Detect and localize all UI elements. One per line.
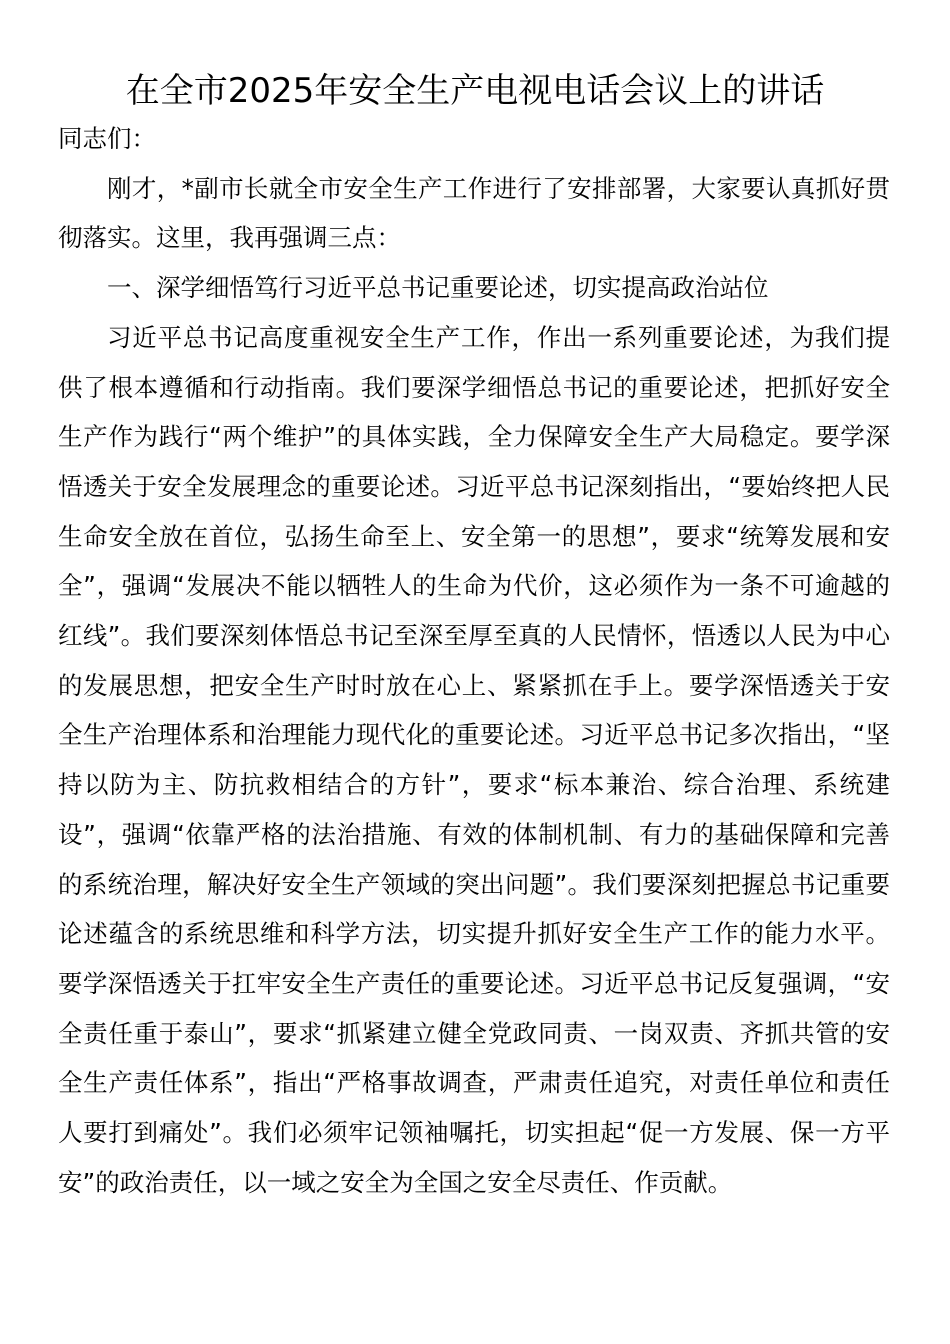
section-1-paragraph: 习近平总书记高度重视安全生产工作，作出一系列重要论述，为我们提供了根本遵循和行动指南。我们要深学细悟总书记的重要论述，把抓好安全生产作为践行“两个维护”的具体实践，全力保障安全生产大局稳定。要学深悟透关于安全发展理念的重要论述。习近平总书记深刻指出，“要始终把人民生命安全放在首位，弘扬生命至上、安全第一的思想”，要求“统筹发展和安全”，强调“发展决不能以牺牲人的生命为代价，这必须作为一条不可逾越的红线”。我们要深刻体悟总书记至深至厚至真的人民情怀，悟透以人民为中心的发展思想，把安全生产时时放在心上、紧紧抓在手上。要学深悟透关于安全生产治理体系和治理能力现代化的重要论述。习近平总书记多次指出，“坚持以防为主、防抗救相结合的方针”，要求“标本兼治、综合治理、系统建设”，强调“依靠严格的法治措施、有效的体制机制、有力的基础保障和完善的系统治理，解决好安全生产领域的突出问题”。我们要深刻把握总书记重要论述蕴含的系统思维和科学方法，切实提升抓好安全生产工作的能力水平。要学深悟透关于扛牢安全生产责任的重要论述。习近平总书记反复强调，“安全责任重于泰山”，要求“抓紧建立健全党政同责、一岗双责、齐抓共管的安全生产责任体系”，指出“严格事故调查，严肃责任追究，对责任单位和责任人要打到痛处”。我们必须牢记领袖嘱托，切实担起“促一方发展、保一方平安”的政治责任，以一域之安全为全国之安全尽责任、作贡献。 (58, 322, 890, 1197)
intro-paragraph: 刚才，*副市长就全市安全生产工作进行了安排部署，大家要认真抓好贯彻落实。这里，我再强调三点： (58, 173, 890, 253)
salutation: 同志们： (58, 124, 156, 153)
section-heading-1: 一、深学细悟笃行习近平总书记重要论述，切实提高政治站位 (107, 273, 769, 303)
document-body (58, 114, 890, 1207)
document-title: 在全市2025年安全生产电视电话会议上的讲话 (125, 71, 825, 111)
